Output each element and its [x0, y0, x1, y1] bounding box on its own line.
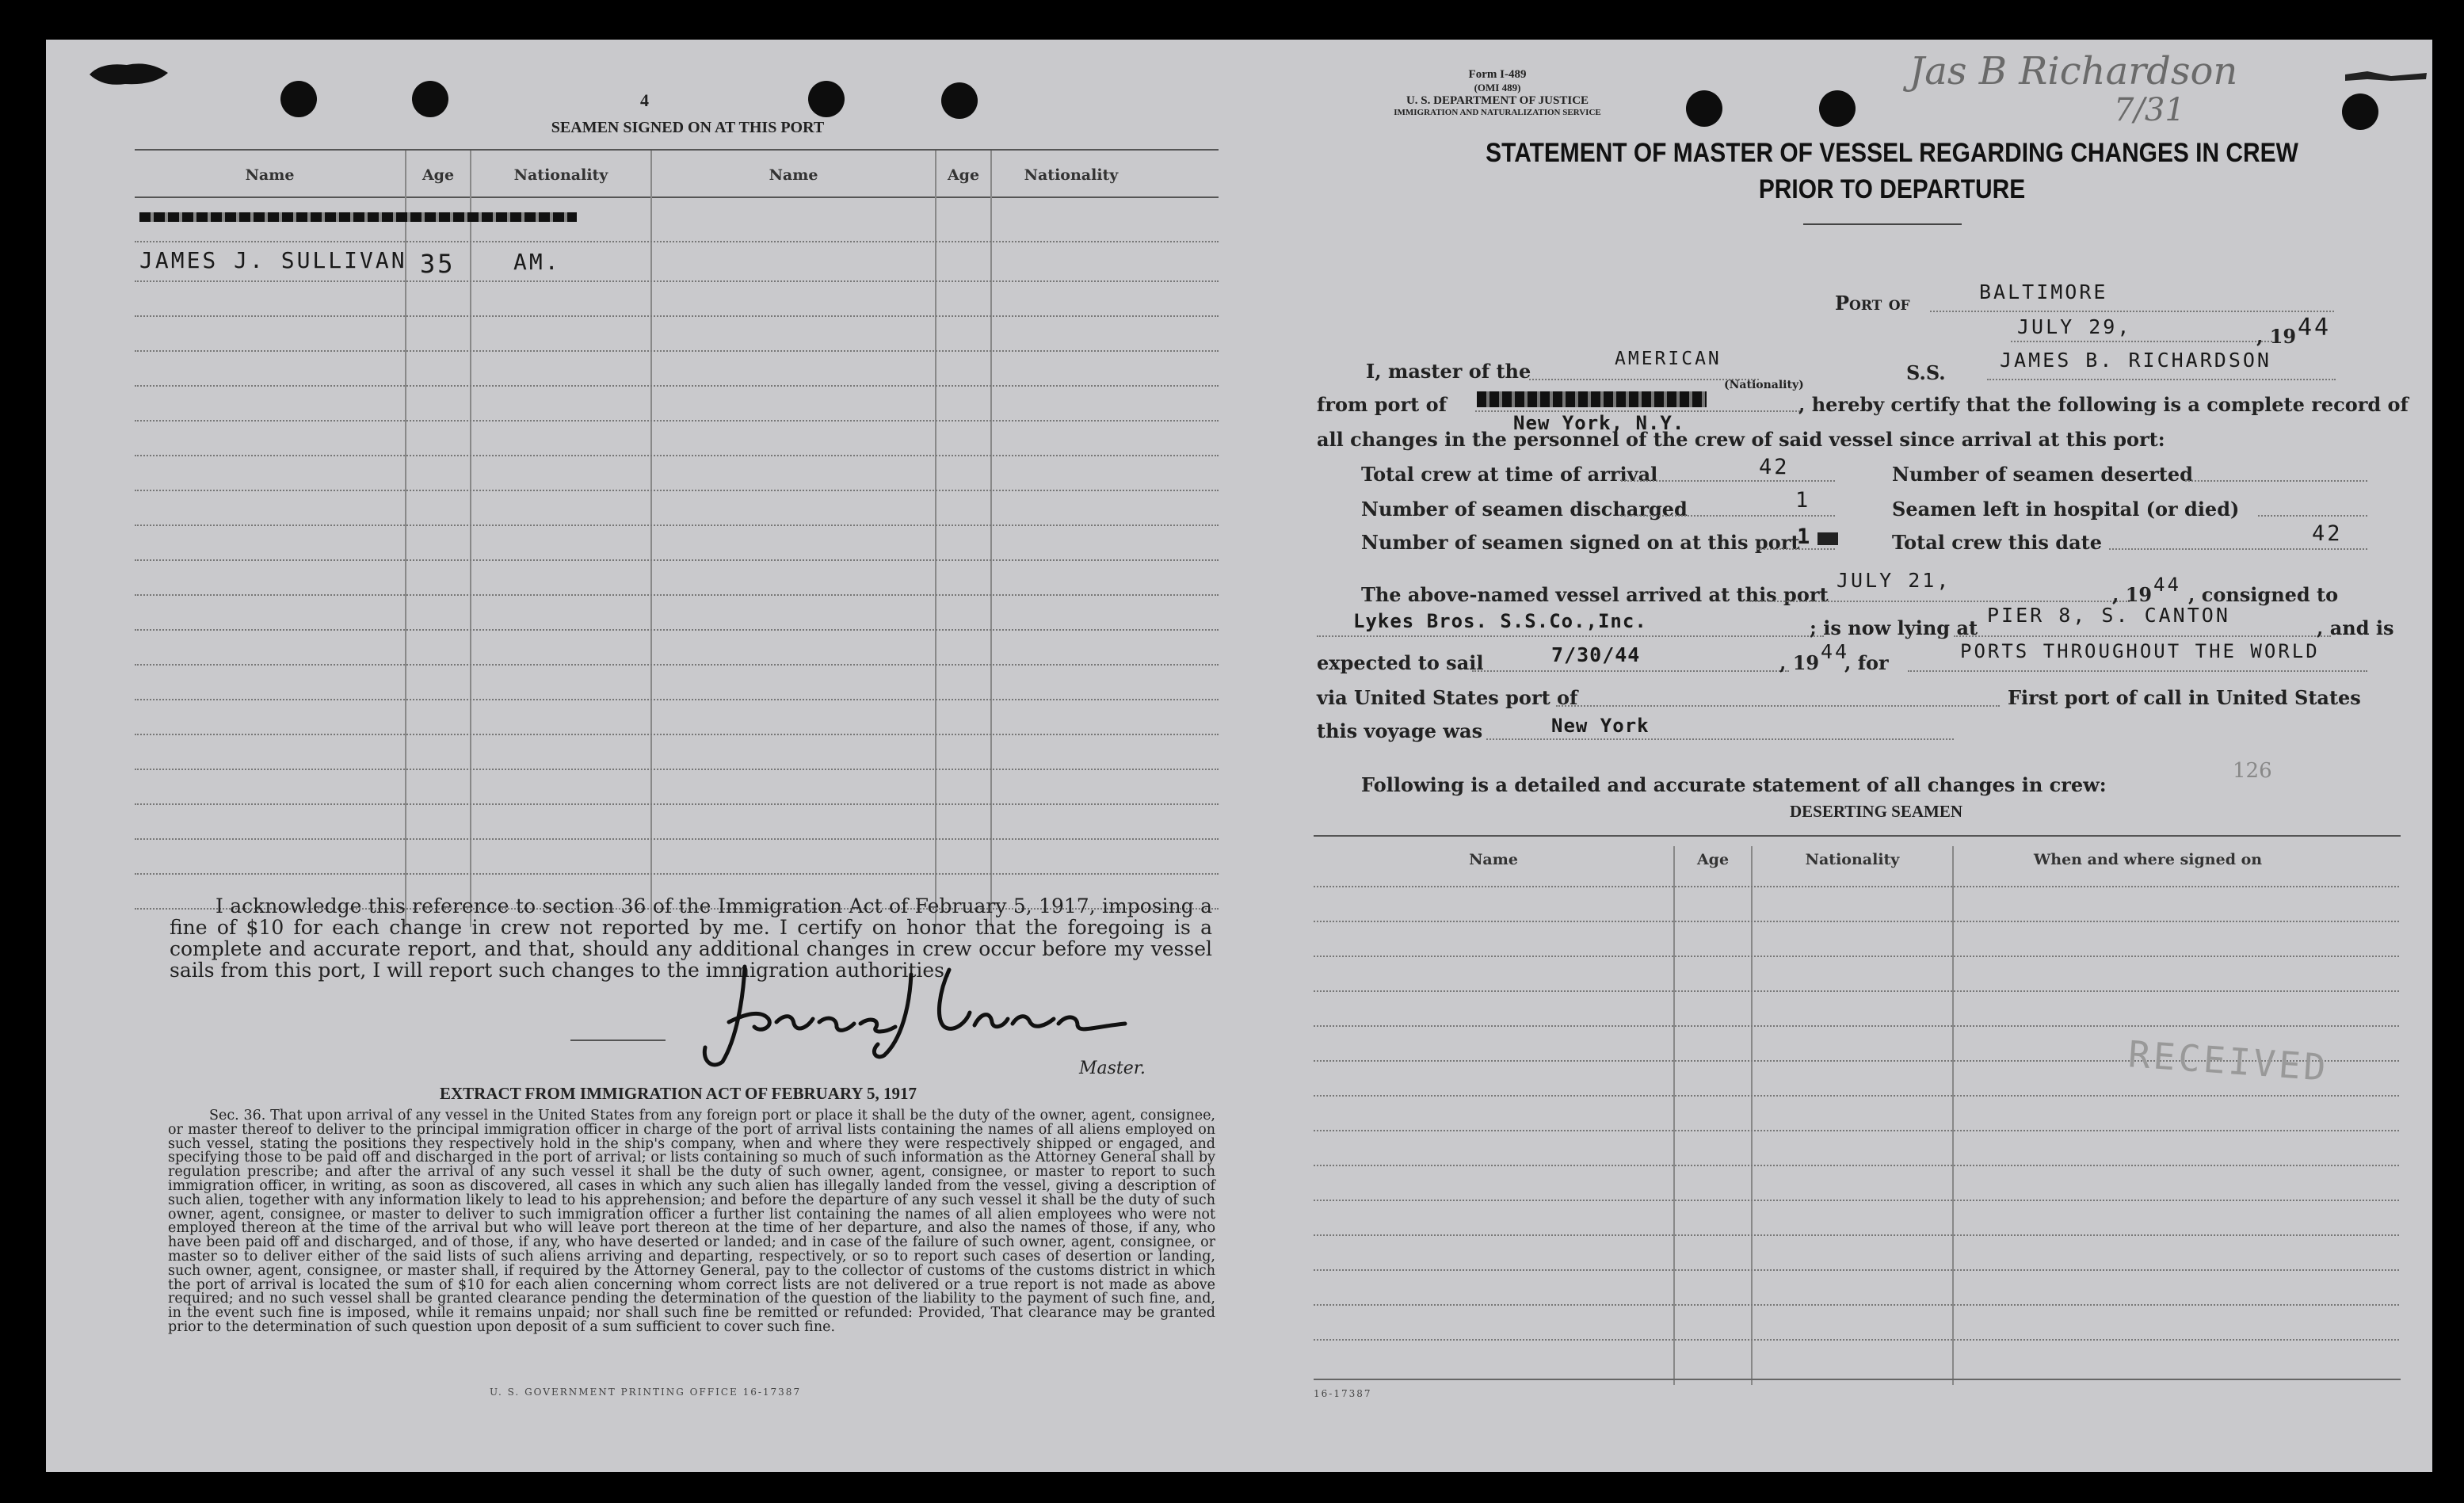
received-stamp: RECEIVED — [2126, 1032, 2331, 1089]
signature-image — [650, 951, 1141, 1078]
from-port-value: New York, N.Y. — [1513, 412, 1685, 434]
deserted-label: Number of seamen deserted — [1892, 463, 2193, 486]
punch-hole — [280, 81, 317, 117]
column-header-age: Age — [421, 166, 455, 184]
table-rule — [1314, 835, 2401, 837]
discharged-value: 1 — [1795, 488, 1811, 513]
field-line — [1472, 670, 1789, 672]
punch-hole — [2342, 93, 2378, 130]
punch-hole — [412, 81, 448, 117]
column-divider — [650, 151, 652, 927]
row-line — [1314, 1339, 2399, 1341]
field-line — [2011, 341, 2272, 342]
punch-hole — [1819, 90, 1856, 127]
row-line — [135, 420, 1219, 422]
row-line — [135, 734, 1219, 735]
row-line — [1314, 1304, 2399, 1306]
table-rule — [135, 196, 1219, 198]
arrived-year-prefix: , 19 — [2112, 583, 2153, 606]
title-underline — [1803, 223, 1962, 225]
field-line — [1908, 670, 2367, 672]
row-line — [1314, 886, 2399, 887]
total-crew-arrival-value: 42 — [1759, 455, 1790, 479]
voyage-label: this voyage was — [1317, 719, 1483, 742]
row-line — [1314, 1165, 2399, 1166]
column-divider — [990, 151, 992, 927]
row-line — [135, 629, 1219, 631]
column-header-nationality: Nationality — [1024, 166, 1119, 184]
from-port-label: from port of — [1317, 393, 1447, 416]
field-line — [1486, 738, 1954, 740]
field-line — [1954, 635, 2331, 637]
row-line — [1314, 990, 2399, 992]
strikethrough-mark — [1817, 532, 1838, 545]
extract-title: EXTRACT FROM IMMIGRATION ACT OF FEBRUARY 5, 1917 — [439, 1084, 917, 1103]
table-rule — [1314, 1379, 2401, 1380]
expected-label: expected to sail — [1317, 651, 1484, 674]
total-crew-arrival-label: Total crew at time of arrival — [1361, 463, 1658, 486]
field-line — [2258, 515, 2367, 517]
lying-at-label: ; is now lying at — [1810, 616, 1978, 639]
vessel-name: JAMES B. RICHARDSON — [2000, 349, 2271, 372]
seaman-name: JAMES J. SULLIVAN — [139, 247, 407, 273]
row-line — [1314, 1269, 2399, 1271]
printer-line: U. S. GOVERNMENT PRINTING OFFICE 16-17387 — [490, 1387, 802, 1398]
field-line — [1749, 601, 2130, 602]
column-header-name: Name — [769, 166, 818, 184]
following-text: Following is a detailed and accurate statement of all changes in crew: — [1361, 773, 2107, 796]
row-line — [1314, 956, 2399, 957]
master-of-label: I, master of the — [1366, 360, 1531, 383]
form-header — [1339, 68, 1656, 117]
expected-value: 7/30/44 — [1551, 643, 1641, 666]
seaman-age: 35 — [420, 249, 456, 279]
nationality-caption: (Nationality) — [1724, 379, 1804, 391]
row-line — [135, 664, 1219, 666]
row-line — [1314, 1130, 2399, 1131]
field-line — [1621, 480, 1835, 482]
expected-year-prefix: , 19 — [1779, 651, 1820, 674]
row-line — [1314, 1025, 2399, 1027]
via-label: via United States port of — [1317, 686, 1578, 709]
seaman-nationality: AM. — [513, 249, 561, 275]
field-line — [2185, 480, 2367, 482]
column-divider — [935, 151, 936, 927]
printer-line: 16-17387 — [1314, 1388, 1372, 1399]
column-header-nationality: Nationality — [1805, 851, 1900, 868]
row-line — [135, 769, 1219, 770]
master-label: Master. — [1079, 1059, 1146, 1078]
year-prefix: , 19 — [2256, 325, 2297, 348]
column-header-signed-on: When and where signed on — [2033, 851, 2263, 868]
row-line — [135, 803, 1219, 805]
row-line — [135, 838, 1219, 840]
form-number: Form I-489 — [1468, 68, 1527, 81]
row-line — [135, 490, 1219, 491]
form-title: PRIOR TO DEPARTURE — [1758, 174, 2026, 204]
form-title: STATEMENT OF MASTER OF VESSEL REGARDING CHANGES IN CREW — [1486, 138, 2298, 168]
punch-hole — [941, 82, 978, 119]
consignee-value: Lykes Bros. S.S.Co.,Inc. — [1353, 610, 1647, 632]
row-line — [135, 559, 1219, 561]
lying-at-value: PIER 8, S. CANTON — [1987, 604, 2230, 627]
port-label: Port of — [1835, 292, 1910, 315]
row-line — [1314, 1095, 2399, 1097]
total-crew-date-value: 42 — [2312, 521, 2343, 546]
voyage-value: New York — [1551, 715, 1650, 737]
page-number: 4 — [640, 90, 649, 110]
faint-number: 126 — [2233, 759, 2272, 783]
for-label: , for — [1844, 651, 1889, 674]
form-sub: (OMI 489) — [1474, 82, 1521, 93]
strikethrough-line — [139, 212, 577, 222]
signed-on-value: 1 — [1797, 525, 1813, 549]
field-line — [2109, 548, 2367, 550]
expected-year: 44 — [1821, 640, 1850, 663]
column-divider — [470, 151, 471, 927]
handwritten-note: Jas B Richardson — [1909, 49, 2238, 93]
column-header-name: Name — [245, 166, 295, 184]
consigned-to-label: , consigned to — [2188, 583, 2339, 606]
row-line — [1314, 1200, 2399, 1201]
row-line — [135, 699, 1219, 700]
all-changes-text: all changes in the personnel of the crew of said vessel since arrival at this port: — [1317, 428, 2165, 451]
certify-text: , hereby certify that the following is a complete record of — [1798, 393, 2409, 416]
first-port-label: First port of call in United States — [2008, 686, 2361, 709]
column-header-age: Age — [947, 166, 980, 184]
and-is-label: , and is — [2317, 616, 2394, 639]
hospital-label: Seamen left in hospital (or died) — [1892, 498, 2240, 521]
deserting-title: DESERTING SEAMEN — [1789, 802, 1963, 821]
destination-value: PORTS THROUGHOUT THE WORLD — [1960, 640, 2320, 662]
row-line — [135, 455, 1219, 456]
ss-label: S.S. — [1906, 361, 1946, 384]
arrived-date: JULY 21, — [1837, 569, 1951, 592]
signed-on-label: Number of seamen signed on at this port — [1361, 531, 1800, 554]
row-line — [135, 385, 1219, 387]
date-value: JULY 29, — [2017, 315, 2132, 338]
arrived-year: 44 — [2153, 574, 2181, 596]
ink-blot-icon — [86, 59, 173, 90]
extract-text: Sec. 36. That upon arrival of any vessel in the United States from any foreign port or place it shall be the duty of the owner, agent, consignee, or master thereof to deliver to the principal immigration officer in charge of the port of arrival lists containing the names of all aliens employed on such vessel, stating the positions they respectively hold in the ship's company, when and where they were respectively shipped or engaged, and specifying those to be paid off and discharged in the port of arrival; or lists containing so much of such information as the Attorney General shall by regulation prescribe; and after the arrival of any such vessel it shall be the duty of such owner, agent, consignee, or master to report to such immigration officer, in writing, as soon as discovered, all cases in which any such alien has illegally landed from the vessel, giving a description of such alien, together with any information likely to lead to his apprehension; and before the departure of any such vessel it shall be the duty of such owner, agent, consignee, or master to deliver to such immigration officer a further list containing the names of all alien employees who were not employed thereon at the time of the arrival but who will leave port thereon at the time of her departure, and also the names of those, if any, who have been paid off and discharged, and of those, if any, who have deserted or landed; and in case of the failure of such owner, agent, consignee, or master so to deliver either of the said lists of such aliens arriving and departing, respectively, or so to report such cases of desertion or landing, such owner, agent, consignee, or master shall, if required by the Attorney General, pay to the collector of customs of the customs district in which the port of arrival is located the sum of $10 for each alien concerning whom correct lists are not delivered or a true report is not made as above required; and no such vessel shall be granted clearance pending the determination of the question of the liability to the payment of such fine, and, in the event such fine is imposed, while it remains unpaid; nor shall such fine be remitted or refunded: Provided, That clearance may be granted prior to the determination of such question upon deposit of a sum sufficient to cover such fine. — [168, 1108, 1215, 1335]
row-line — [1314, 1234, 2399, 1236]
punch-hole — [1686, 90, 1722, 127]
column-header-nationality: Nationality — [513, 166, 608, 184]
year-value: 44 — [2298, 314, 2332, 341]
field-line — [1930, 311, 2334, 312]
field-line — [1556, 705, 2000, 707]
document-sheet — [46, 40, 2432, 1472]
row-line — [1314, 921, 2399, 922]
service: IMMIGRATION AND NATURALIZATION SERVICE — [1394, 108, 1601, 117]
field-line — [1987, 379, 2336, 380]
strikethrough-line — [1477, 391, 1707, 407]
column-header-name: Name — [1469, 851, 1518, 868]
port-value: BALTIMORE — [1979, 280, 2108, 303]
signature-line — [570, 1040, 666, 1041]
nationality-value: AMERICAN — [1615, 349, 1722, 369]
ink-mark-icon — [2344, 63, 2431, 87]
row-line — [135, 315, 1219, 317]
column-header-age: Age — [1696, 851, 1730, 868]
total-crew-date-label: Total crew this date — [1892, 531, 2102, 554]
punch-hole — [808, 81, 845, 117]
acknowledgement-text: I acknowledge this reference to section 36 of the Immigration Act of February 5, 1917, imposing a fine of $10 for each change in crew not reported by me. I certify on honor that the foregoing is a complete and accurate report, and that, should any additional changes in crew occur before my vessel sails from this port, I will report such changes to the immigration authorities. — [170, 895, 1212, 982]
row-line — [135, 594, 1219, 596]
handwritten-note: 7/31 — [2114, 92, 2185, 128]
arrived-text: The above-named vessel arrived at this port — [1361, 583, 1829, 606]
row-line — [135, 525, 1219, 526]
field-line — [1757, 548, 1835, 550]
field-line — [1317, 635, 1824, 637]
row-line — [135, 350, 1219, 352]
department: U. S. DEPARTMENT OF JUSTICE — [1406, 94, 1589, 107]
field-line — [1621, 515, 1835, 517]
section-title: SEAMEN SIGNED ON AT THIS PORT — [551, 119, 825, 136]
table-rule — [135, 149, 1219, 151]
row-line — [135, 280, 1219, 282]
row-line — [135, 873, 1219, 875]
discharged-label: Number of seamen discharged — [1361, 498, 1688, 521]
row-line — [135, 241, 1219, 242]
